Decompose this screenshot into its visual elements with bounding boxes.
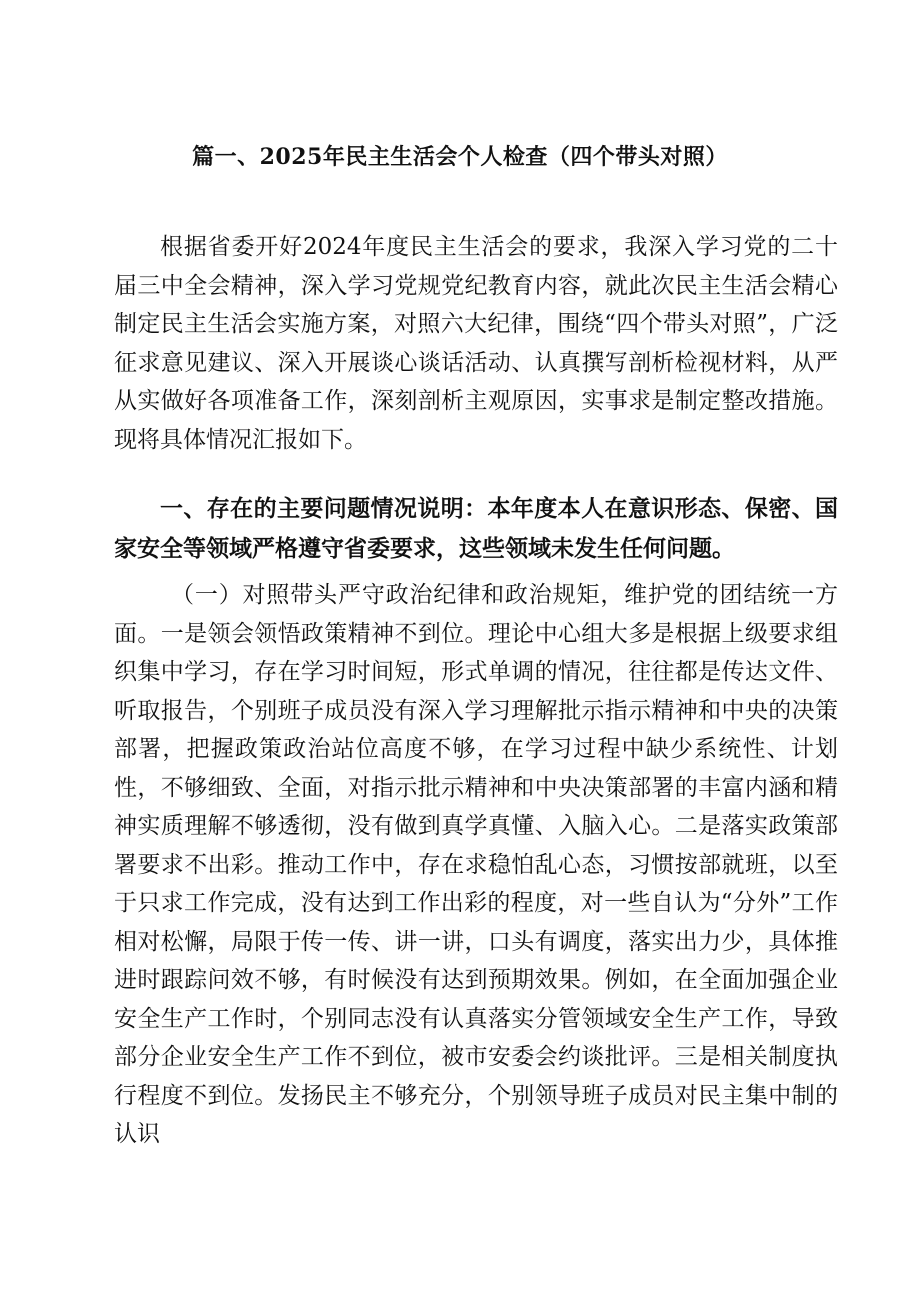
section-heading-paragraph: 一、存在的主要问题情况说明：本年度本人在意识形态、保密、国家安全等领域严格遵守省委要求，这些领域未发生任何问题。 [114, 495, 838, 562]
document-title: 篇一、2025年民主生活会个人检查（四个带头对照） [192, 144, 728, 170]
subsection-paragraph: （一）对照带头严守政治纪律和政治规矩，维护党的团结统一方面。一是领会领悟政策精神不到位。理论中心组大多是根据上级要求组织集中学习，存在学习时间短，形式单调的情况，往往都是传达文件、听取报告，个别班子成员没有深入学习理解批示指示精神和中央的决策部署，把握政策政治站位高度不够，在学习过程中缺少系统性、计划性，不够细致、全面，对指示批示精神和中央决策部署的丰富内涵和精神实质理解不够透彻，没有做到真学真懂、入脑入心。二是落实政策部署要求不出彩。推动工作中，存在求稳怕乱心态，习惯按部就班，以至于只求工作完成，没有达到工作出彩的程度，对一些自认为“分外”工作相对松懈，局限于传一传、讲一讲，口头有调度，落实出力少，具体推进时跟踪问效不够，有时候没有达到预期效果。例如，在全面加强企业安全生产工作时，个别同志没有认真落实分管领域安全生产工作，导致部分企业安全生产工作不到位，被市安委会约谈批评。三是相关制度执行程度不到位。发扬民主不够充分，个别领导班子成员对民主集中制的认识 [114, 582, 838, 1147]
intro-paragraph: 根据省委开好2024年度民主生活会的要求，我深入学习党的二十届三中全会精神，深入学习党规党纪教育内容，就此次民主生活会精心制定民主生活会实施方案，对照六大纪律，围绕“四个带头对照”，广泛征求意见建议、深入开展谈心谈话活动、认真撰写剖析检视材料，从严从实做好各项准备工作，深刻剖析主观原因，实事求是制定整改措施。现将具体情况汇报如下。 [114, 234, 838, 453]
